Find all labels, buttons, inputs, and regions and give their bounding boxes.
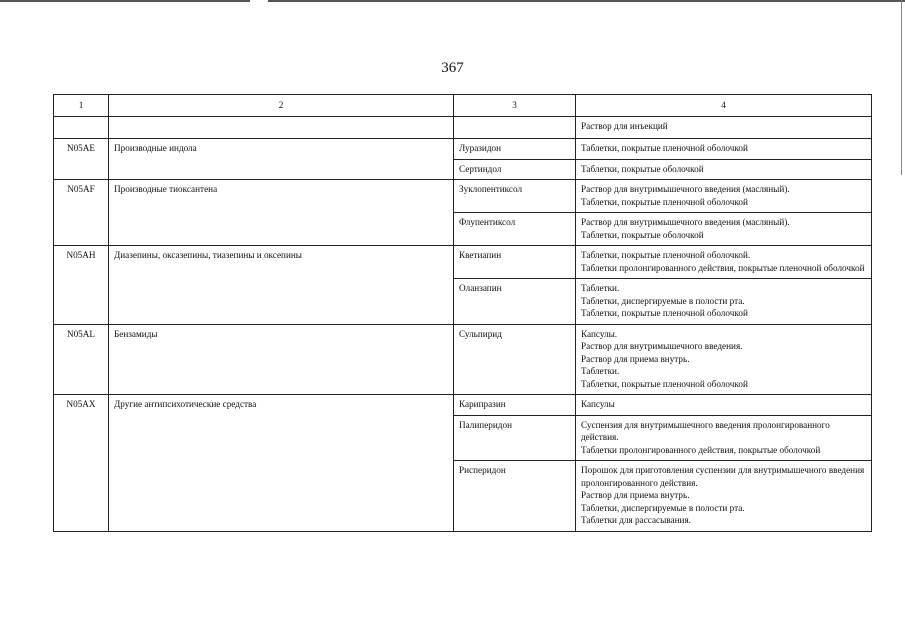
- table-row: [54, 180, 872, 213]
- drug-name-cell: [454, 117, 576, 139]
- dosage-forms-cell: [576, 139, 872, 160]
- dosage-form: Раствор для приема внутрь.: [581, 353, 690, 364]
- atc-code-cell: N05AH: [54, 246, 109, 325]
- dosage-form: Таблетки, диспергируемые в полости рта.: [581, 295, 745, 306]
- dosage-form: Таблетки пролонгированного действия, покрытые пленочной оболочкой: [581, 262, 865, 273]
- group-name-cell: Производные тиоксантена: [109, 180, 454, 246]
- dosage-forms-cell: [576, 159, 872, 180]
- group-name-cell: Бензамиды: [109, 324, 454, 395]
- drug-name-cell: Оланзапин: [454, 279, 576, 325]
- dosage-form: Таблетки, покрытые оболочкой: [581, 163, 704, 174]
- dosage-form: Таблетки.: [581, 366, 620, 376]
- dosage-form: Таблетки, покрытые пленочной оболочкой: [581, 143, 748, 153]
- top-scan-border: [0, 0, 905, 2]
- atc-code-cell: N05AL: [54, 324, 109, 395]
- column-header-1: 1: [54, 95, 109, 117]
- right-scan-border: [901, 0, 902, 175]
- table-row: [54, 395, 872, 416]
- table-row: [54, 324, 872, 395]
- dosage-forms-cell: [576, 279, 872, 325]
- dosage-forms-cell: [576, 324, 872, 395]
- continuation-row: [54, 117, 872, 139]
- column-header-3: 3: [454, 95, 576, 117]
- drug-table: [53, 94, 872, 532]
- dosage-form: Капсулы: [581, 399, 615, 409]
- column-header-4: 4: [576, 95, 872, 117]
- dosage-forms-cell: [576, 117, 872, 139]
- dosage-form: Порошок для приготовления суспензии для внутримышечного введения пролонгированного действия.: [581, 465, 865, 488]
- table-row: [54, 246, 872, 279]
- dosage-forms-cell: [576, 461, 872, 532]
- drug-name-cell: Флупентиксол: [454, 213, 576, 246]
- dosage-form: Таблетки.: [581, 283, 620, 293]
- dosage-forms-cell: [576, 415, 872, 461]
- dosage-form: Раствор для приема внутрь.: [581, 490, 690, 500]
- atc-code-cell: [54, 117, 109, 139]
- atc-code-cell: N05AF: [54, 180, 109, 246]
- dosage-form: Таблетки, покрытые пленочной оболочкой: [581, 196, 748, 207]
- table-row: [54, 139, 872, 160]
- dosage-form: Суспензия для внутримышечного введения пролонгированного действия.: [581, 419, 830, 442]
- dosage-forms-cell: [576, 180, 872, 213]
- drug-name-cell: Сульпирид: [454, 324, 576, 395]
- dosage-form: Таблетки, покрытые оболочкой: [581, 229, 704, 240]
- dosage-form: Раствор для внутримышечного введения (масляный).: [581, 217, 790, 227]
- dosage-form: Таблетки, диспергируемые в полости рта.: [581, 502, 745, 513]
- dosage-form: Раствор для инъекций: [581, 121, 668, 131]
- drug-name-cell: Палиперидон: [454, 415, 576, 461]
- group-name-cell: Диазепины, оксазепины, тиазепины и оксепины: [109, 246, 454, 325]
- dosage-form: Раствор для внутримышечного введения (масляный).: [581, 184, 790, 194]
- dosage-form: Капсулы.: [581, 328, 618, 339]
- column-header-2: 2: [109, 95, 454, 117]
- dosage-form: Раствор для внутримышечного введения.: [581, 341, 743, 351]
- drug-name-cell: Зуклопентиксол: [454, 180, 576, 213]
- atc-code-cell: N05AX: [54, 395, 109, 532]
- atc-code-cell: N05AE: [54, 139, 109, 180]
- dosage-form: Таблетки, покрытые пленочной оболочкой: [581, 308, 748, 318]
- table-body: [54, 95, 872, 532]
- dosage-form: Таблетки пролонгированного действия, покрытые оболочкой: [581, 444, 821, 455]
- dosage-forms-cell: [576, 395, 872, 416]
- dosage-form: Таблетки, покрытые пленочной оболочкой: [581, 378, 748, 389]
- drug-name-cell: Сертиндол: [454, 159, 576, 180]
- dosage-form: Таблетки, покрытые пленочной оболочкой.: [581, 250, 751, 260]
- dosage-form: Таблетки для рассасывания.: [581, 515, 691, 525]
- group-name-cell: Другие антипсихотические средства: [109, 395, 454, 532]
- dosage-forms-cell: [576, 246, 872, 279]
- drug-name-cell: Кветиапин: [454, 246, 576, 279]
- page-number: 367: [441, 60, 464, 76]
- dosage-forms-cell: [576, 213, 872, 246]
- header-row: [54, 95, 872, 117]
- drug-name-cell: Луразидон: [454, 139, 576, 160]
- group-name-cell: Производные индола: [109, 139, 454, 180]
- top-scan-border-gap: [250, 0, 268, 2]
- drug-name-cell: Рисперидон: [454, 461, 576, 532]
- group-name-cell: [109, 117, 454, 139]
- drug-name-cell: Карипразин: [454, 395, 576, 416]
